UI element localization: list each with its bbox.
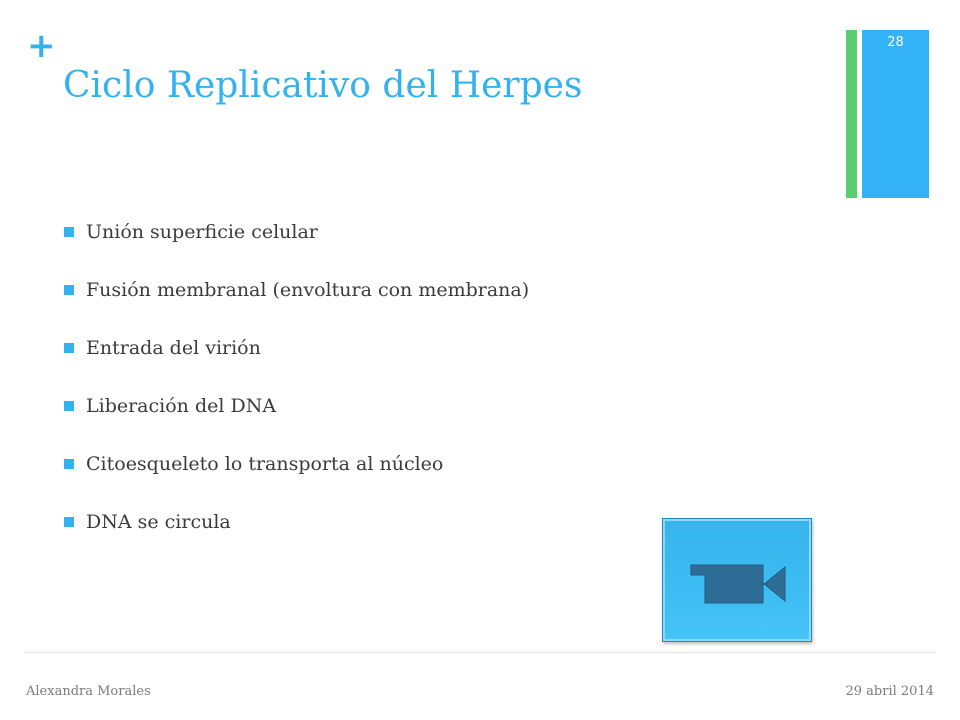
bullet-text: Entrada del virión — [86, 337, 261, 359]
bullet-text: Unión superficie celular — [86, 221, 318, 243]
bullet-square-icon — [64, 227, 74, 237]
footer-divider — [24, 652, 936, 653]
video-action-button[interactable] — [662, 518, 812, 642]
bullet-item — [63, 319, 529, 377]
footer-date: 29 abril 2014 — [845, 684, 934, 699]
bullet-item — [63, 493, 529, 551]
bullet-text: DNA se circula — [86, 511, 231, 533]
slide-number: 28 — [887, 35, 904, 50]
video-camera-icon — [663, 519, 813, 643]
bullet-square-icon — [64, 285, 74, 295]
bullet-text: Liberación del DNA — [86, 395, 277, 417]
slide-title: Ciclo Replicativo del Herpes — [63, 65, 583, 106]
bullet-item — [63, 435, 529, 493]
bullet-text: Fusión membranal (envoltura con membrana) — [86, 279, 530, 301]
bullet-item — [63, 261, 529, 319]
bullet-square-icon — [64, 459, 74, 469]
bullet-text: Citoesqueleto lo transporta al núcleo — [86, 453, 444, 475]
bullet-item — [63, 377, 529, 435]
plus-icon: + — [27, 26, 56, 66]
bullet-square-icon — [64, 517, 74, 527]
footer-author: Alexandra Morales — [26, 684, 151, 699]
bullet-square-icon — [64, 401, 74, 411]
accent-bar-green — [846, 30, 857, 198]
bullet-list — [63, 203, 529, 551]
bullet-square-icon — [64, 343, 74, 353]
bullet-item — [63, 203, 529, 261]
